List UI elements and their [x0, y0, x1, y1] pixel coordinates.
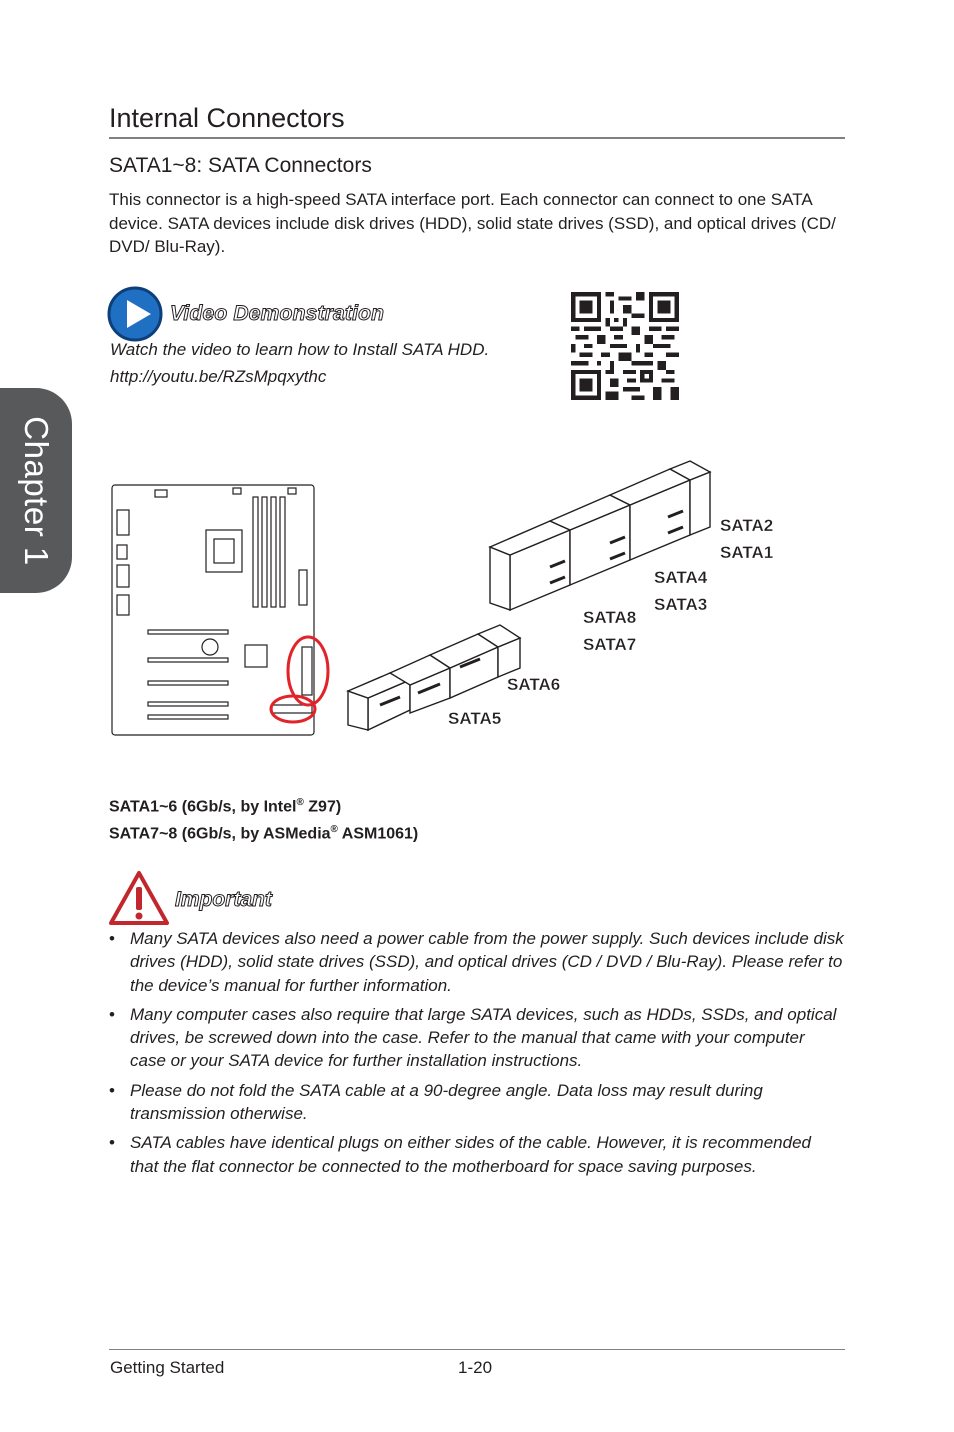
spec-line-asmedia: SATA7~8 (6Gb/s, by ASMedia® ASM1061)	[109, 824, 419, 843]
video-description: Watch the video to learn how to Install SATA HDD.	[110, 340, 490, 359]
chapter-tab	[0, 388, 72, 593]
page-number: 1-20	[458, 1358, 493, 1377]
footer-section-name: Getting Started	[110, 1358, 225, 1377]
label-sata7: SATA7	[583, 635, 637, 654]
qr-code-icon	[571, 292, 679, 400]
intro-paragraph: This connector is a high-speed SATA interface port. Each connector can connect to one SATA device. SATA devices include disk drives (HDD), solid state drives (SSD), and optical drives (CD/ DVD/ Blu-Ray).	[109, 190, 836, 256]
label-sata8: SATA8	[583, 608, 637, 627]
label-sata5: SATA5	[448, 709, 502, 728]
list-item: • Many computer cases also require that large SATA devices, such as HDDs, SSDs, and optical drives, be screwed down into the case. Refer to the manual that came with your computer case or your SATA device for further installation instructions.	[109, 1003, 844, 1073]
label-sata1: SATA1	[720, 543, 774, 562]
video-url-link[interactable]: http://youtu.be/RZsMpqxythc	[110, 367, 327, 386]
label-sata2: SATA2	[720, 516, 774, 535]
important-heading: Important	[175, 888, 272, 911]
footer-divider	[109, 1349, 845, 1350]
video-play-icon	[106, 285, 164, 343]
list-item: • Many SATA devices also need a power cable from the power supply. Such devices include disk drives (HDD), solid state drives (SSD), and optical drives (CD / DVD / Blu-Ray). Please refer to the device’s manual for further information.	[109, 927, 844, 997]
chapter-tab-label: Chapter 1	[18, 415, 55, 566]
important-list	[109, 927, 844, 1184]
label-sata6: SATA6	[507, 675, 561, 694]
section-title: Internal Connectors	[109, 103, 345, 133]
video-demonstration-heading: Video Demonstration	[170, 302, 385, 325]
warning-icon	[108, 870, 170, 926]
spec-line-intel: SATA1~6 (6Gb/s, by Intel® Z97)	[109, 797, 342, 816]
label-sata4: SATA4	[654, 568, 708, 587]
title-divider	[109, 137, 845, 139]
label-sata3: SATA3	[654, 595, 708, 614]
subsection-title: SATA1~8: SATA Connectors	[109, 154, 372, 177]
list-item: • SATA cables have identical plugs on either sides of the cable. However, it is recommended that the flat connector be connected to the motherboard for space saving purposes.	[109, 1131, 844, 1178]
list-item: • Please do not fold the SATA cable at a 90-degree angle. Data loss may result during transmission otherwise.	[109, 1079, 844, 1126]
